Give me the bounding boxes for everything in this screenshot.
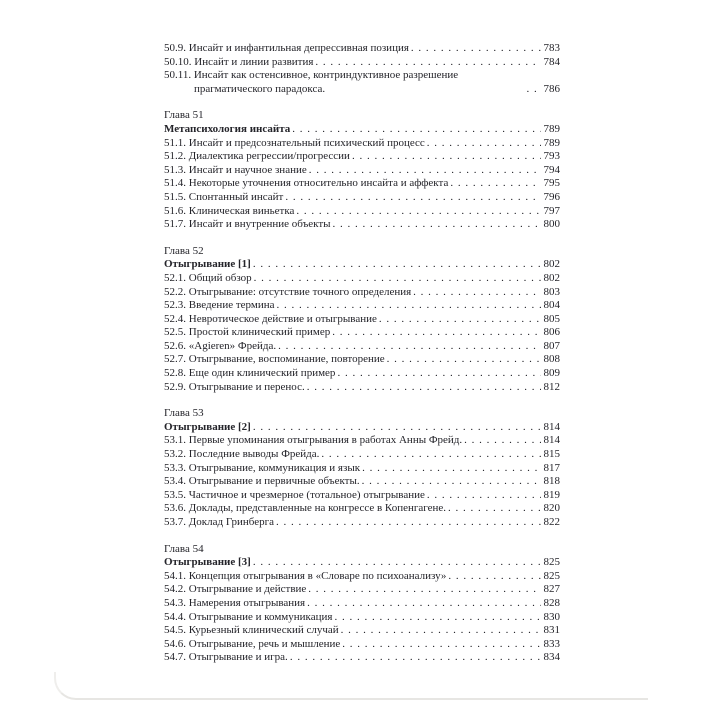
dot-leader	[333, 218, 541, 232]
chapter-title-row	[164, 556, 560, 570]
toc-entry-page-number: 783	[543, 42, 560, 54]
toc-entry-row	[164, 205, 560, 219]
toc-entry-text: 52.9. Отыгрывание и перенос.	[164, 380, 305, 393]
dot-leader	[307, 597, 540, 611]
toc-entry-text: 50.11. Инсайт как остенсивное, контриндуктивное разрешение прагматического парадокса.	[164, 69, 459, 95]
dot-leader	[276, 299, 540, 313]
toc-entry-text: 54.4. Отыгрывание и коммуникация	[164, 610, 333, 623]
dot-leader	[292, 123, 540, 137]
toc-entry-text: 54.1. Концепция отыгрывания в «Словаре по психоанализу»	[164, 569, 447, 582]
dot-leader	[427, 137, 541, 151]
toc-entry-page-number: 820	[543, 502, 560, 515]
toc-entry-row	[164, 340, 560, 354]
dot-leader	[315, 56, 540, 70]
chapter-label: Глава 53	[164, 407, 204, 420]
toc-entry-text: 51.2. Диалектика регрессии/прогрессии	[164, 150, 350, 163]
toc-entry-row	[164, 502, 560, 516]
dot-leader	[362, 475, 541, 489]
dot-leader	[352, 150, 541, 164]
chapter-title-row	[164, 421, 560, 435]
toc-entry-page-number: 789	[543, 136, 560, 149]
dot-leader	[278, 340, 540, 354]
toc-entry-row	[164, 313, 560, 327]
dot-leader	[413, 286, 540, 300]
toc-entry-row	[164, 69, 560, 96]
dot-leader	[290, 651, 541, 665]
chapter-title-page-number: 802	[543, 258, 560, 271]
dot-leader	[307, 381, 541, 395]
toc-entry-row	[164, 353, 560, 367]
toc-entry-page-number: 828	[543, 596, 560, 609]
toc-content	[164, 42, 560, 665]
toc-entry-page-number: 793	[543, 150, 560, 163]
toc-entry-row	[164, 150, 560, 164]
toc-entry-text: 52.4. Невротическое действие и отыгрывание	[164, 312, 377, 325]
toc-entry-row	[164, 448, 560, 462]
chapter-title-row	[164, 258, 560, 272]
toc-entry-text: 53.3. Отыгрывание, коммуникация и язык	[164, 461, 361, 474]
dot-leader	[427, 489, 541, 503]
toc-entry-row	[164, 326, 560, 340]
chapter-label: Глава 51	[164, 109, 204, 122]
chapter-title-page-number: 825	[543, 556, 560, 569]
dot-leader	[448, 502, 540, 516]
toc-entry-page-number: 817	[543, 461, 560, 474]
dot-leader	[309, 164, 541, 178]
page-scan-edge	[54, 672, 648, 700]
dot-leader	[285, 191, 540, 205]
toc-entry-page-number: 797	[543, 204, 560, 217]
toc-entry-page-number: 808	[543, 353, 560, 366]
toc-entry-row	[164, 638, 560, 652]
toc-entry-text: 51.5. Спонтанный инсайт	[164, 190, 284, 203]
toc-section	[164, 109, 560, 231]
chapter-title-page-number: 814	[543, 420, 560, 433]
toc-entry-row	[164, 286, 560, 300]
toc-entry-row	[164, 177, 560, 191]
dot-leader	[253, 421, 541, 435]
dot-leader	[341, 624, 541, 638]
toc-entry-page-number: 804	[543, 299, 560, 312]
toc-entry-row	[164, 299, 560, 313]
toc-entry-page-number: 807	[543, 339, 560, 352]
chapter-title-text: Метапсихология инсайта	[164, 122, 291, 135]
toc-entry-text: 53.1. Первые упоминания отыгрывания в работах Анны Фрейд.	[164, 434, 463, 447]
toc-entry-row	[164, 272, 560, 286]
toc-entry-row	[164, 137, 560, 151]
toc-entry-page-number: 784	[543, 55, 560, 68]
toc-entry-text: 54.6. Отыгрывание, речь и мышление	[164, 637, 341, 650]
toc-entry-text: 51.6. Клиническая виньетка	[164, 204, 295, 217]
toc-entry-text: 52.7. Отыгрывание, воспоминание, повторение	[164, 353, 385, 366]
dot-leader	[450, 177, 540, 191]
dot-leader	[387, 353, 541, 367]
toc-entry-row	[164, 191, 560, 205]
toc-entry-page-number: 805	[543, 312, 560, 325]
toc-entry-text: 50.10. Инсайт и линии развития	[164, 55, 314, 68]
dot-leader	[332, 326, 540, 340]
toc-entry-text: 54.2. Отыгрывание и действие	[164, 583, 307, 596]
dot-leader	[254, 272, 541, 286]
toc-entry-row	[164, 164, 560, 178]
dot-leader	[296, 205, 540, 219]
dot-leader	[527, 83, 541, 97]
toc-entry-text: 52.8. Еще один клинический пример	[164, 367, 336, 380]
toc-entry-text: 51.1. Инсайт и предсознательный психический процесс	[164, 136, 425, 149]
toc-entry-row	[164, 583, 560, 597]
toc-entry-page-number: 834	[543, 651, 560, 664]
dot-leader	[464, 434, 540, 448]
toc-section	[164, 245, 560, 395]
toc-entry-text: 52.2. Отыгрывание: отсутствие точного определения	[164, 285, 412, 298]
dot-leader	[308, 583, 540, 597]
toc-entry-text: 53.2. Последние выводы Фрейда.	[164, 448, 320, 461]
chapter-title-text: Отыгрывание [2]	[164, 420, 251, 433]
dot-leader	[276, 516, 541, 530]
toc-entry-page-number: 819	[543, 488, 560, 501]
chapter-label: Глава 52	[164, 244, 204, 257]
toc-entry-row	[164, 42, 560, 56]
toc-entry-row	[164, 475, 560, 489]
dot-leader	[337, 367, 540, 381]
chapter-title-text: Отыгрывание [1]	[164, 258, 251, 271]
dot-leader	[362, 462, 540, 476]
toc-entry-page-number: 827	[543, 583, 560, 596]
toc-entry-page-number: 812	[543, 380, 560, 393]
toc-entry-text: 53.6. Доклады, представленные на конгрессе в Копенгагене.	[164, 502, 447, 515]
dot-leader	[448, 570, 540, 584]
toc-entry-text: 51.4. Некоторые уточнения относительно инсайта и аффекта	[164, 177, 449, 190]
toc-entry-page-number: 796	[543, 190, 560, 203]
chapter-title-page-number: 789	[543, 122, 560, 135]
toc-entry-text: 53.5. Частичное и чрезмерное (тотальное) отыгрывание	[164, 488, 425, 501]
toc-entry-text: 53.7. Доклад Гринберга	[164, 516, 274, 528]
toc-entry-page-number: 822	[543, 516, 560, 528]
toc-entry-page-number: 786	[543, 82, 560, 95]
toc-entry-row	[164, 434, 560, 448]
toc-entry-text: 52.3. Введение термина	[164, 299, 275, 312]
toc-entry-row	[164, 218, 560, 232]
dot-leader	[253, 258, 541, 272]
toc-entry-row	[164, 367, 560, 381]
toc-entry-row	[164, 597, 560, 611]
toc-entry-text: 50.9. Инсайт и инфантильная депрессивная позиция	[164, 42, 409, 54]
dot-leader	[342, 638, 540, 652]
toc-entry-row	[164, 489, 560, 503]
toc-entry-text: 51.7. Инсайт и внутренние объекты	[164, 218, 331, 231]
toc-entry-row	[164, 570, 560, 584]
toc-section	[164, 543, 560, 665]
toc-entry-text: 52.1. Общий обзор	[164, 271, 252, 284]
toc-entry-page-number: 803	[543, 285, 560, 298]
toc-entry-page-number: 809	[543, 367, 560, 380]
toc-entry-text: 52.6. «Agieren» Фрейда.	[164, 339, 277, 352]
toc-entry-page-number: 815	[543, 448, 560, 461]
toc-entry-page-number: 830	[543, 610, 560, 623]
dot-leader	[379, 313, 541, 327]
toc-entry-text: 51.3. Инсайт и научное знание	[164, 163, 307, 176]
toc-entry-page-number: 794	[543, 163, 560, 176]
toc-entry-row	[164, 381, 560, 395]
toc-entry-row	[164, 56, 560, 70]
toc-entry-row	[164, 611, 560, 625]
toc-entry-page-number: 802	[543, 271, 560, 284]
dot-leader	[253, 556, 541, 570]
toc-entry-page-number: 795	[543, 177, 560, 190]
toc-section	[164, 42, 560, 96]
toc-entry-text: 53.4. Отыгрывание и первичные объекты.	[164, 475, 360, 488]
chapter-label: Глава 54	[164, 542, 204, 555]
toc-entry-text: 52.5. Простой клинический пример	[164, 326, 331, 339]
toc-entry-row	[164, 624, 560, 638]
toc-entry-text: 54.7. Отыгрывание и игра.	[164, 651, 288, 664]
toc-entry-page-number: 800	[543, 218, 560, 231]
toc-entry-row	[164, 651, 560, 665]
toc-entry-text: 54.3. Намерения отыгрывания	[164, 596, 306, 609]
toc-entry-row	[164, 516, 560, 530]
toc-entry-page-number: 833	[543, 637, 560, 650]
toc-entry-page-number: 814	[543, 434, 560, 447]
toc-entry-page-number: 806	[543, 326, 560, 339]
dot-leader	[411, 42, 541, 56]
toc-entry-page-number: 825	[543, 569, 560, 582]
chapter-title-row	[164, 123, 560, 137]
toc-section	[164, 407, 560, 529]
chapter-title-text: Отыгрывание [3]	[164, 556, 251, 569]
dot-leader	[321, 448, 540, 462]
toc-entry-page-number: 818	[543, 475, 560, 488]
toc-entry-row	[164, 462, 560, 476]
toc-entry-page-number: 831	[543, 624, 560, 637]
toc-entry-text: 54.5. Курьезный клинический случай	[164, 624, 339, 637]
dot-leader	[334, 611, 540, 625]
